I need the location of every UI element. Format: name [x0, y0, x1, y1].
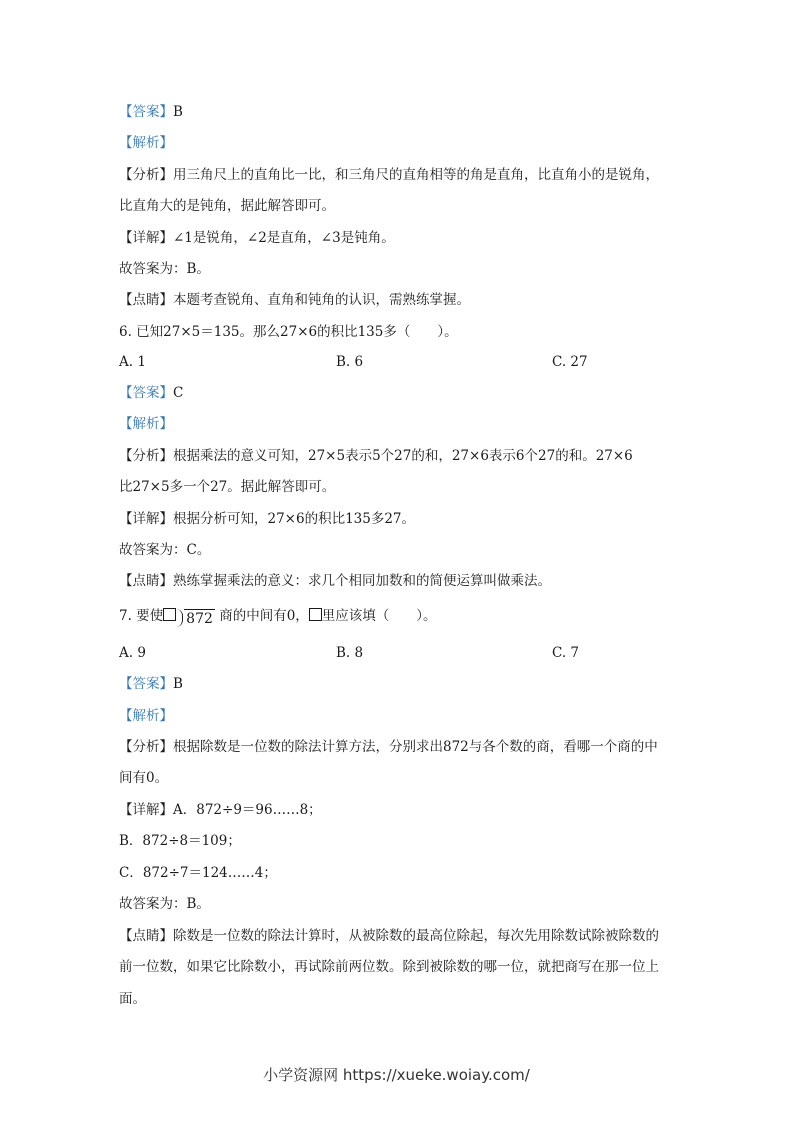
- q7-xiangjie-b: B．872÷8＝109；: [119, 833, 241, 849]
- q7-dianjing-line1: 【点睛】除数是一位数的除法计算时，从被除数的最高位除起，每次先用除数试除被除数的: [119, 928, 659, 944]
- q7-xiangjie-c: C．872÷7＝124……4；: [119, 865, 277, 881]
- q7-dianjing-line3: 面。: [119, 991, 146, 1007]
- q7-option-b: B. 8: [336, 645, 364, 661]
- q7-fenxi-line1: 【分析】根据除数是一位数的除法计算方法，分别求出872与各个数的商，看哪一个商的中: [119, 739, 658, 755]
- q5-conclusion: 故答案为：B。: [119, 261, 210, 277]
- q7-fenxi-line2: 间有0。: [119, 770, 169, 786]
- q5-fenxi-line1: 【分析】用三角尺上的直角比一比，和三角尺的直角相等的角是直角，比直角小的是锐角，: [119, 167, 659, 183]
- q6-conclusion: 故答案为：C。: [119, 542, 211, 558]
- q5-answer-line: [119, 102, 183, 122]
- q6-dianjing: 【点睛】熟练掌握乘法的意义：求几个相同加数和的简便运算叫做乘法。: [119, 573, 551, 589]
- answer-value: B: [173, 104, 183, 120]
- q7-question: 7. 要使 872 商的中间有0， 里应该填（ ）。: [119, 608, 437, 627]
- q6-analysis-heading: 【解析】: [119, 416, 173, 432]
- q6-xiangjie: 【详解】根据分析可知，27×6的积比135多27。: [119, 511, 416, 527]
- q6-option-b: B. 6: [336, 354, 364, 370]
- q5-xiangjie: 【详解】∠1是锐角，∠2是直角，∠3是钝角。: [119, 230, 395, 246]
- q7-dianjing-line2: 前一位数，如果它比除数小，再试除前两位数。除到被除数的哪一位，就把商写在那一位上: [119, 959, 659, 975]
- q7-option-a: A. 9: [119, 645, 146, 661]
- long-division-symbol: [176, 609, 215, 629]
- dividend: 872: [186, 611, 213, 627]
- q6-fenxi-line1: 【分析】根据乘法的意义可知，27×5表示5个27的和，27×6表示6个27的和。27×6: [119, 448, 633, 464]
- q5-dianjing: 【点睛】本题考查锐角、直角和钝角的认识，需熟练掌握。: [119, 292, 470, 308]
- blank-box: [309, 608, 322, 621]
- q7-xiangjie-a: 【详解】A．872÷9＝96……8；: [119, 802, 322, 818]
- q6-option-c: C. 27: [552, 354, 588, 370]
- answer-tag: 【答案】: [119, 104, 173, 120]
- q7-analysis-heading: 【解析】: [119, 708, 173, 724]
- q6-answer-line: 【答案】C: [119, 385, 184, 401]
- q7-answer-line: 【答案】B: [119, 676, 183, 692]
- q5-analysis-heading: 【解析】: [119, 135, 173, 151]
- footer-watermark: 小学资源网 https://xueke.woiay.com/: [263, 1066, 530, 1084]
- q5-fenxi-line2: 比直角大的是钝角，据此解答即可。: [119, 198, 335, 214]
- q6-fenxi-line2: 比27×5多一个27。据此解答即可。: [119, 479, 336, 495]
- q7-option-c: C. 7: [552, 645, 580, 661]
- q6-option-a: A. 1: [119, 354, 146, 370]
- q7-conclusion: 故答案为：B。: [119, 896, 210, 912]
- q6-question: 6. 已知27×5＝135。那么27×6的积比135多（ ）。: [119, 324, 458, 340]
- blank-box: [163, 608, 176, 621]
